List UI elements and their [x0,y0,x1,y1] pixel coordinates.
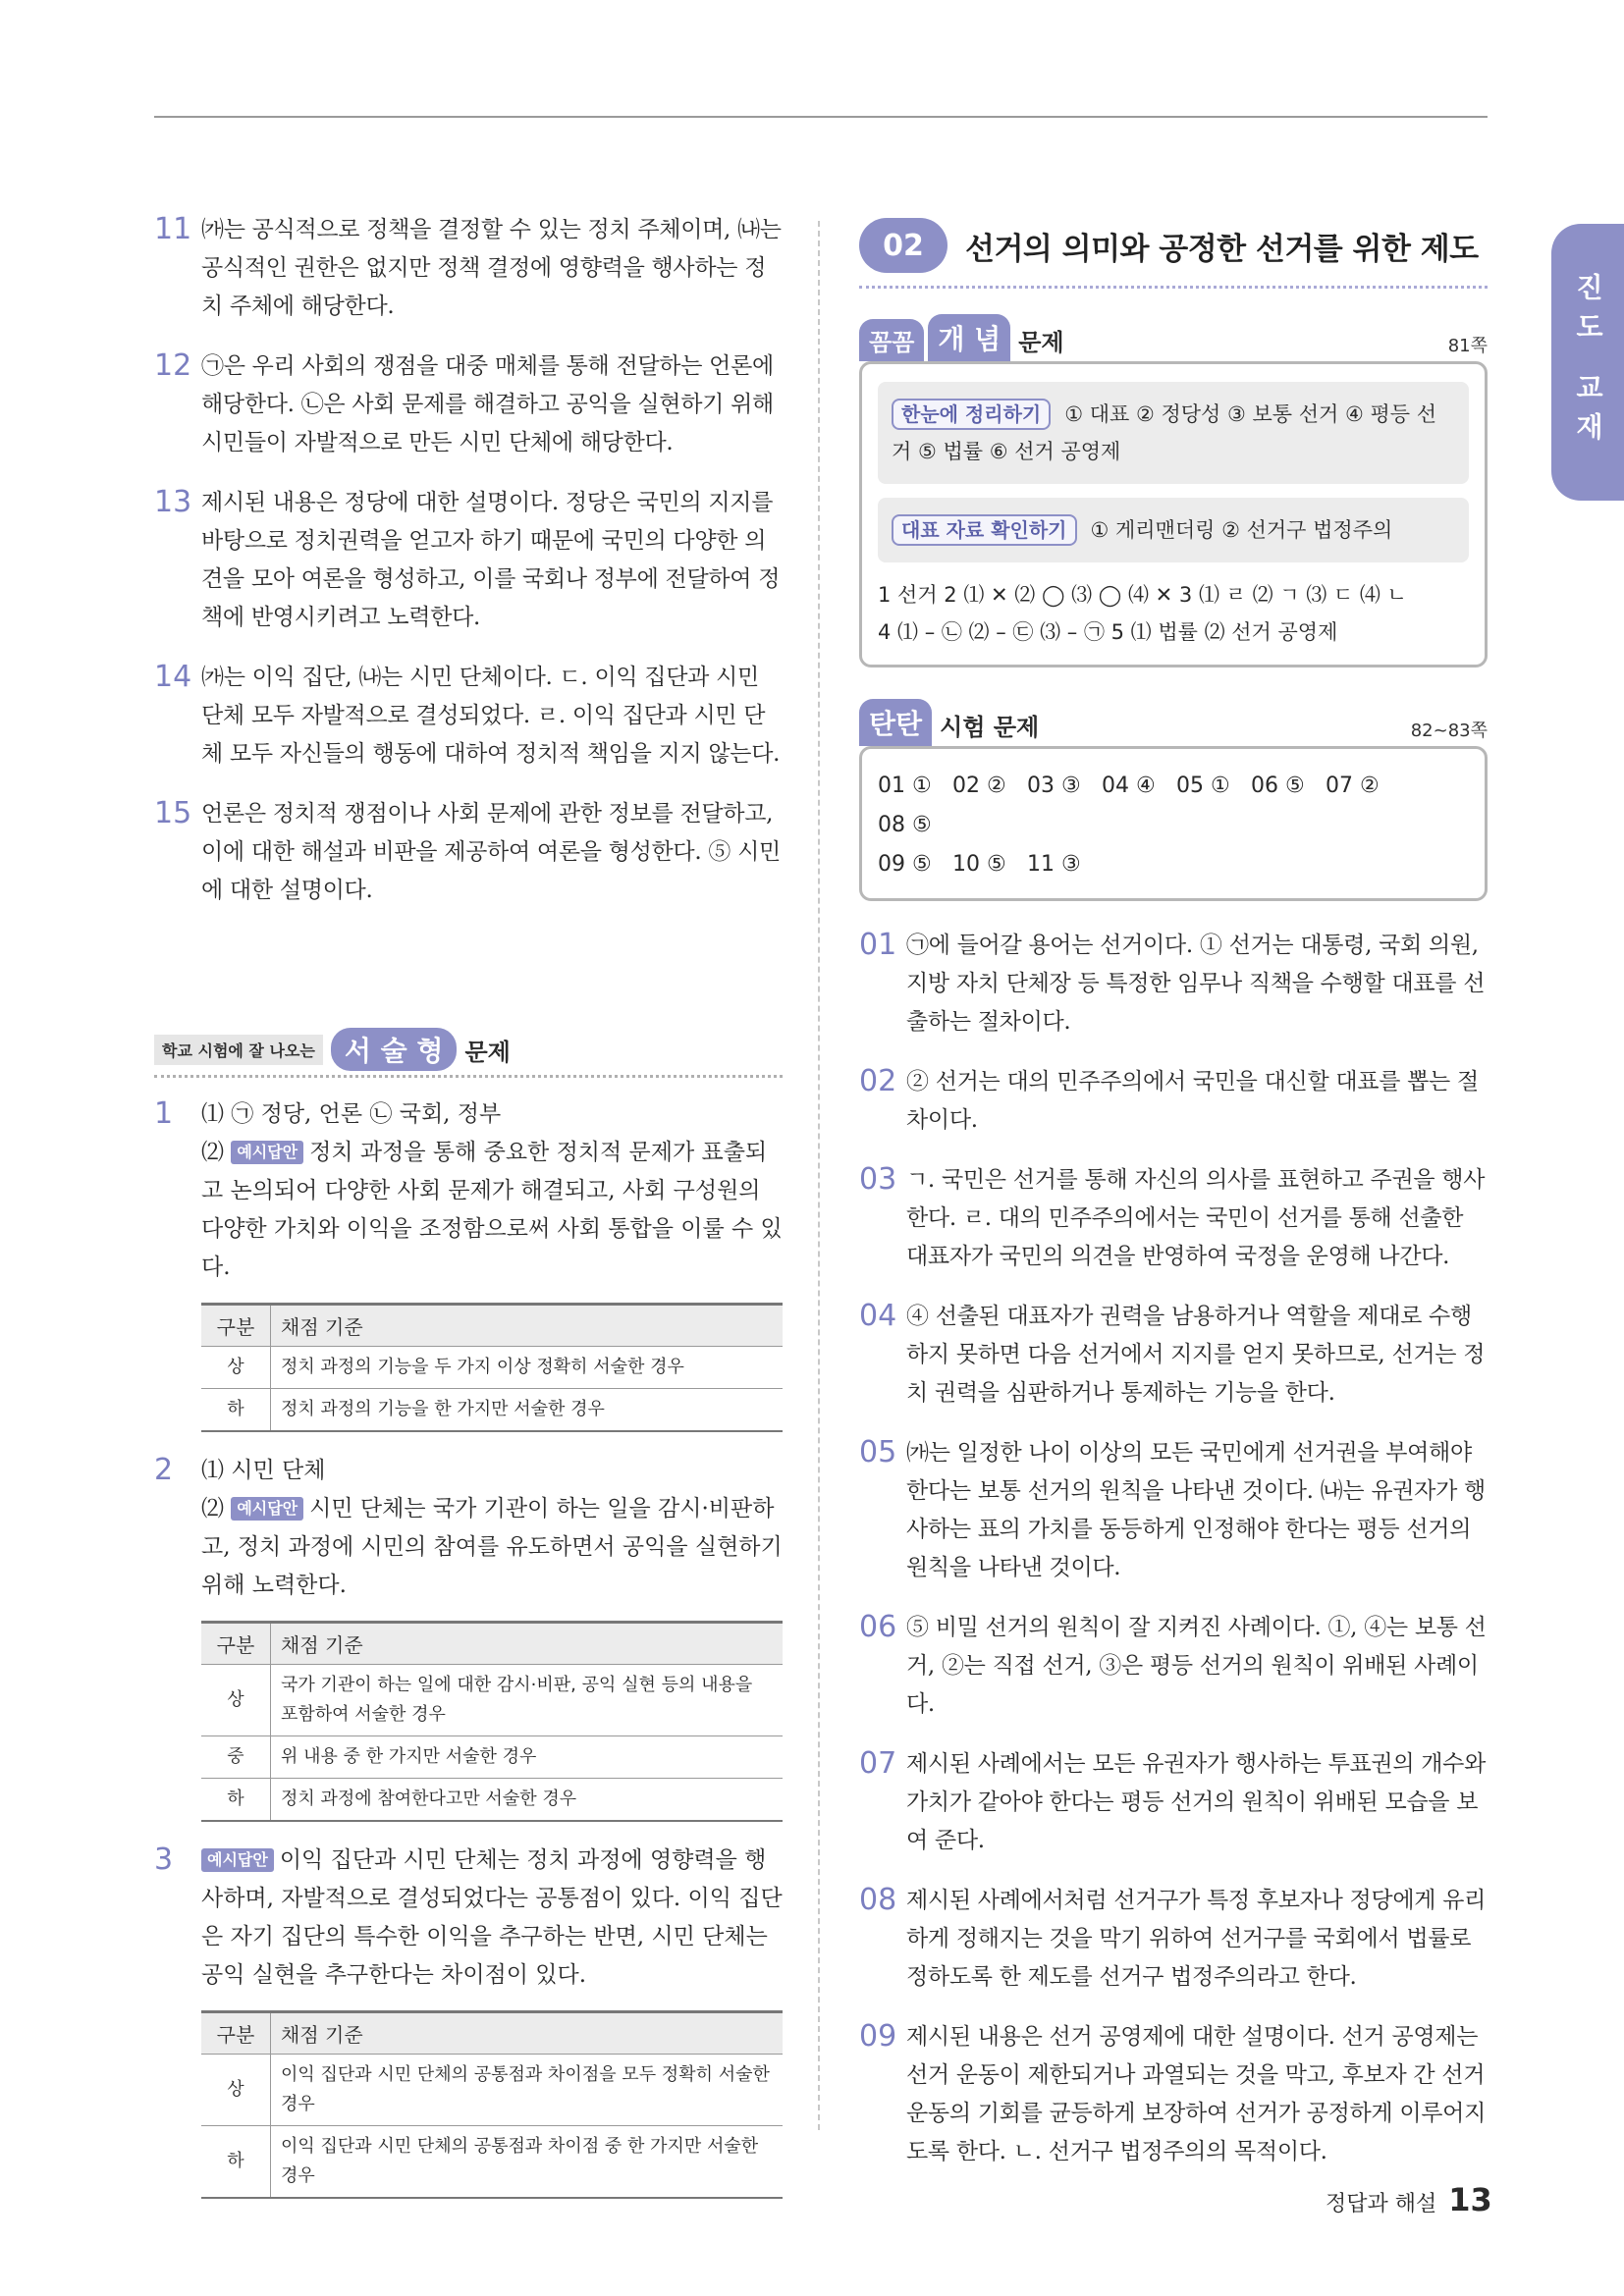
answer-text: 제시된 내용은 정당에 대한 설명이다. 정당은 국민의 지지를 바탕으로 정치권력을 얻고자 하기 때문에 국민의 다양한 의견을 모아 여론을 형성하고, 이를 국회나 정부에 전달하여 정책에 반영시키려고 노력한다. [201,490,781,630]
essay-answer: 예시답안 이익 집단과 시민 단체는 정치 과정에 영향력을 행사하며, 자발적으로 결성되었다는 공통점이 있다. 이익 집단은 자기 집단의 특수한 이익을 추구하는 반면, 시민 단체는 공익 실현을 추구한다는 차이점이 있다. [201,1847,783,1988]
answer-item [154,211,783,326]
answer-item [859,1434,1488,1587]
column-divider [818,221,820,2130]
essay-small-label: 학교 시험에 잘 나오는 [154,1035,323,1065]
answer-item [154,347,783,462]
answer-text: ㈎는 이익 집단, ㈏는 시민 단체이다. ㄷ. 이익 집단과 시민 단체 모두 자발적으로 결성되었다. ㄹ. 이익 집단과 시민 단체 모두 자신들의 행동에 대하여 정치적 책임을 지지 않는다. [201,665,781,767]
right-column [859,211,1488,2193]
data-check-block: 대표 자료 확인하기 ① 게리맨더링 ② 선거구 법정주의 [878,498,1469,562]
test-title: 시험 문제 [940,714,1040,741]
answer-number: 06 [859,1610,897,1644]
concept-box-header [859,312,1488,361]
answer-number: 09 [859,2019,897,2054]
test-answer: 02 ② [952,774,1006,798]
answer-number: 13 [154,485,192,519]
table-row: 중 위 내용 중 한 가지만 서술한 경우 [201,1736,783,1779]
summary-tag: 한눈에 정리하기 [892,399,1051,430]
answer-number: 04 [859,1299,897,1333]
data-check-tag: 대표 자료 확인하기 [892,514,1077,546]
test-answer: 10 ⑤ [952,852,1006,877]
essay-number: 3 [154,1842,174,1877]
concept-pill-strong: 개 념 [928,314,1010,361]
section-header [859,211,1488,289]
answer-text: 제시된 사례에서는 모든 유권자가 행사하는 투표권의 개수와 가치가 같아야 한다는 평등 선거의 원칙이 위배된 모습을 보여 준다. [906,1751,1487,1853]
side-tab: 진도 교재 [1551,224,1624,501]
answer-item [859,1063,1488,1140]
page-reference: 82~83쪽 [1410,721,1488,741]
test-box-header [859,697,1488,746]
test-pill: 탄탄 [859,699,932,746]
table-row: 상 국가 기관이 하는 일에 대한 감시·비판, 공익 실현 등의 내용을 포함하여 서술한 경우 [201,1665,783,1736]
essay-answer-1: ⑴ ㉠ 정당, 언론 ㉡ 국회, 정부 [201,1101,502,1127]
concept-answers-2: 4 ⑴ – ㉡ ⑵ – ㉢ ⑶ – ㉠ 5 ⑴ 법률 ⑵ 선거 공영제 [878,620,1338,644]
answer-item [154,795,783,910]
page-reference: 81쪽 [1447,336,1488,356]
concept-box [859,361,1488,667]
test-answer: 04 ④ [1102,774,1156,798]
answer-item [154,659,783,774]
answer-number: 02 [859,1064,897,1098]
essay-number: 1 [154,1096,174,1131]
table-row: 하 정치 과정의 기능을 한 가지만 서술한 경우 [201,1389,783,1432]
test-answer-box [859,746,1488,901]
answer-number: 05 [859,1435,897,1469]
essay-section-header [154,1028,783,1078]
page-footer [1326,2181,1492,2218]
concept-title: 문제 [1018,329,1064,356]
answer-text: ㉠에 들어갈 용어는 선거이다. ① 선거는 대통령, 국회 의원, 지방 자치 단체장 등 특정한 임무나 직책을 수행할 대표를 선출하는 절차이다. [906,933,1486,1035]
test-answer: 07 ② [1326,774,1380,798]
answer-text: ㈎는 공식적으로 정책을 결정할 수 있는 정치 주체이며, ㈏는 공식적인 권한은 없지만 정책 결정에 영향력을 행사하는 정치 주체에 해당한다. [201,217,782,319]
concept-pill: 꼼꼼 [859,319,924,361]
answer-number: 03 [859,1162,897,1197]
answer-number: 08 [859,1883,897,1917]
answer-item [859,1882,1488,1997]
essay-pill: 서 술 형 [331,1028,458,1071]
answer-item [859,1298,1488,1413]
test-answer: 03 ③ [1027,774,1081,798]
example-answer-tag: 예시답안 [231,1141,303,1164]
section-badge: 02 [859,218,947,273]
summary-block: 한눈에 정리하기 ① 대표 ② 정당성 ③ 보통 선거 ④ 평등 선거 ⑤ 법률 ⑥ 선거 공영제 [878,382,1469,484]
answer-item [859,1745,1488,1860]
answer-number: 01 [859,928,897,962]
answer-item [859,2018,1488,2171]
answer-number: 12 [154,348,192,383]
scoring-table: 구분 채점 기준 상 이익 집단과 시민 단체의 공통점과 차이점을 모두 정확히 서술한 경우 하 이익 집단과 시민 단체의 공통점과 차이점 중 한 가지만 서술한 경우 [201,2010,783,2199]
answer-number: 07 [859,1746,897,1781]
test-answer: 08 ⑤ [878,813,932,837]
answer-item [859,1609,1488,1724]
answer-item [859,1161,1488,1276]
test-answer: 11 ③ [1027,852,1081,877]
table-row: 하 이익 집단과 시민 단체의 공통점과 차이점 중 한 가지만 서술한 경우 [201,2126,783,2199]
essay-answer-2: ⑵ 예시답안 시민 단체는 국가 기관이 하는 일을 감시·비판하고, 정치 과정에 시민의 참여를 유도하면서 공익을 실현하기 위해 노력한다. [201,1496,783,1598]
test-answer: 01 ① [878,774,932,798]
essay-item [154,1095,783,1452]
test-answer: 09 ⑤ [878,852,932,877]
essay-answer-1: ⑴ 시민 단체 [201,1458,326,1483]
scoring-table: 구분 채점 기준 상 국가 기관이 하는 일에 대한 감시·비판, 공익 실현 등의 내용을 포함하여 서술한 경우 중 위 내용 중 한 가지만 서술한 경우 하 정치 과정에 참여한다고만 서술한 경우 [201,1621,783,1822]
table-row: 하 정치 과정에 참여한다고만 서술한 경우 [201,1779,783,1822]
footer-label: 정답과 해설 [1326,2192,1437,2216]
answer-text: 제시된 사례에서처럼 선거구가 특정 후보자나 정당에게 유리하게 정해지는 것을 막기 위하여 선거구를 국회에서 법률로 정하도록 한 제도를 선거구 법정주의라고 한다. [906,1888,1487,1990]
answer-text: ㄱ. 국민은 선거를 통해 자신의 의사를 표현하고 주권을 행사한다. ㄹ. 대의 민주주의에서는 국민이 선거를 통해 선출한 대표자가 국민의 의견을 반영하여 국정을 운영해 나간다. [906,1167,1486,1269]
essay-title: 문제 [464,1038,511,1066]
page-number: 13 [1448,2181,1492,2218]
section-title: 선거의 의미와 공정한 선거를 위한 제도 [965,231,1479,267]
answer-number: 14 [154,660,192,694]
scoring-table: 구분 채점 기준 상 정치 과정의 기능을 두 가지 이상 정확히 서술한 경우 하 정치 과정의 기능을 한 가지만 서술한 경우 [201,1303,783,1432]
example-answer-tag: 예시답안 [201,1848,274,1872]
essay-item [154,1452,783,1842]
answer-item [859,927,1488,1041]
left-column [154,211,783,2218]
example-answer-tag: 예시답안 [231,1497,303,1521]
table-row: 상 이익 집단과 시민 단체의 공통점과 차이점을 모두 정확히 서술한 경우 [201,2055,783,2126]
concept-answers-1: 1 선거 2 ⑴ ✕ ⑵ ◯ ⑶ ◯ ⑷ ✕ 3 ⑴ ㄹ ⑵ ㄱ ⑶ ㄷ ⑷ ㄴ [878,583,1407,607]
answer-text: ⑤ 비밀 선거의 원칙이 잘 지켜진 사례이다. ①, ④는 보통 선거, ②는 직접 선거, ③은 평등 선거의 원칙이 위배된 사례이다. [906,1615,1487,1717]
answer-text: ④ 선출된 대표자가 권력을 남용하거나 역할을 제대로 수행하지 못하면 다음 선거에서 지지를 얻지 못하므로, 선거는 정치 권력을 심판하거나 통제하는 기능을 한다. [906,1304,1486,1406]
essay-answer-2: ⑵ 예시답안 정치 과정을 통해 중요한 정치적 문제가 표출되고 논의되어 다양한 사회 문제가 해결되고, 사회 구성원의 다양한 가치와 이익을 조정함으로써 사회 통합을 이룰 수 있다. [201,1140,783,1280]
answer-text: 제시된 내용은 선거 공영제에 대한 설명이다. 선거 공영제는 선거 운동이 제한되거나 과열되는 것을 막고, 후보자 간 선거 운동의 기회를 균등하게 보장하여 선거가 공정하게 이루어지도록 한다. ㄴ. 선거구 법정주의의 목적이다. [906,2024,1487,2164]
essay-item [154,1842,783,2218]
test-answer: 06 ⑤ [1251,774,1305,798]
answer-number: 15 [154,796,192,830]
answer-item [154,484,783,637]
essay-number: 2 [154,1453,174,1487]
answer-number: 11 [154,212,192,246]
answer-text: ㉠은 우리 사회의 쟁점을 대중 매체를 통해 전달하는 언론에 해당한다. ㉡은 사회 문제를 해결하고 공익을 실현하기 위해 시민들이 자발적으로 만든 시민 단체에 해당한다. [201,353,774,455]
table-row: 상 정치 과정의 기능을 두 가지 이상 정확히 서술한 경우 [201,1347,783,1389]
test-answer: 05 ① [1176,774,1230,798]
answer-text: ㈎는 일정한 나이 이상의 모든 국민에게 선거권을 부여해야 한다는 보통 선거의 원칙을 나타낸 것이다. ㈏는 유권자가 행사하는 표의 가치를 동등하게 인정해야 한다는 평등 선거의 원칙을 나타낸 것이다. [906,1440,1486,1580]
test-answers [878,767,1469,884]
answer-text: 언론은 정치적 쟁점이나 사회 문제에 관한 정보를 전달하고, 이에 대한 해설과 비판을 제공하여 여론을 형성한다. ⑤ 시민에 대한 설명이다. [201,801,781,903]
answer-text: ② 선거는 대의 민주주의에서 국민을 대신할 대표를 뽑는 절차이다. [906,1069,1479,1133]
top-rule [154,116,1488,118]
